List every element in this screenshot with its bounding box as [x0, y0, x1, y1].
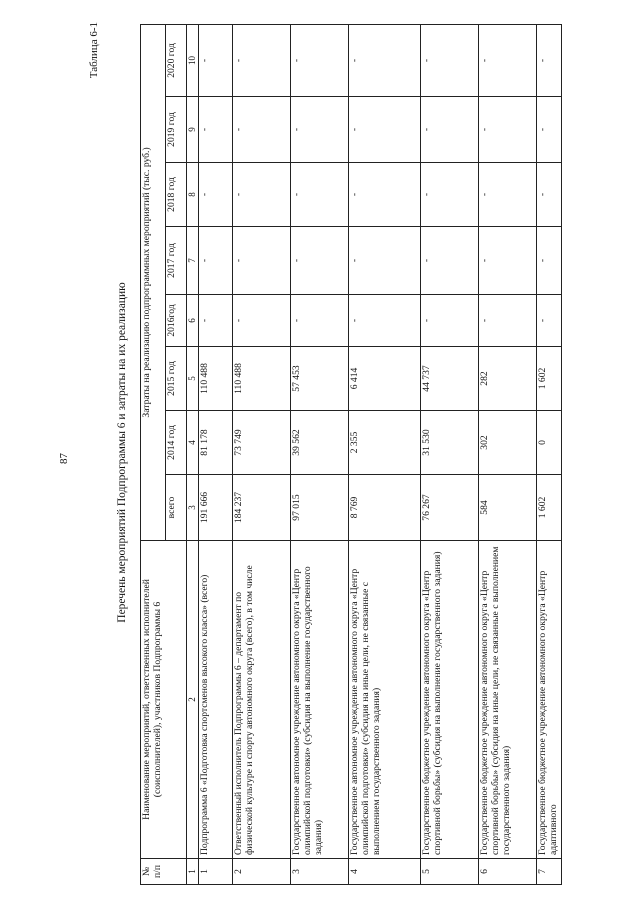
- cell-total: 191 666: [199, 475, 233, 541]
- row-name: Государственное бюджетное учреждение автономного округа «Центр адаптивного: [537, 541, 562, 859]
- row-name: Государственное бюджетное учреждение автономного округа «Центр спортивной борьбы» (субсидия на выполнение государственного задания): [421, 541, 479, 859]
- column-number: 8: [187, 163, 199, 227]
- cell-2016: -: [537, 295, 562, 347]
- cell-2014: 0: [537, 411, 562, 475]
- row-number: 6: [479, 859, 537, 885]
- column-number: 2: [187, 541, 199, 859]
- column-number: 10: [187, 24, 199, 96]
- column-number: 7: [187, 227, 199, 295]
- table-row: [349, 24, 421, 884]
- cell-2020: -: [233, 24, 291, 96]
- row-number: 1: [199, 859, 233, 885]
- row-name: Государственное автономное учреждение автономного округа «Центр олимпийской подготовки» (субсидия на выполнение государственного задания): [291, 541, 349, 859]
- table-row: [199, 24, 233, 884]
- row-name: Государственное автономное учреждение автономного округа «Центр олимпийской подготовки» (субсидия на иные цели, не связанные с выполнением государственного задания): [349, 541, 421, 859]
- cell-2016: -: [349, 295, 421, 347]
- column-number: 9: [187, 97, 199, 163]
- header-year: 2018 год: [166, 163, 187, 227]
- cell-2017: -: [199, 227, 233, 295]
- row-name: Ответственный исполнитель Подпрограммы 6 – департамент по физической культуре и спорту автономного округа (всего), в том числе: [233, 541, 291, 859]
- cell-total: 1 602: [537, 475, 562, 541]
- cell-2014: 39 562: [291, 411, 349, 475]
- cell-2017: -: [479, 227, 537, 295]
- cell-2018: -: [537, 163, 562, 227]
- cell-2016: -: [479, 295, 537, 347]
- costs-table: [140, 24, 562, 885]
- column-number: 3: [187, 475, 199, 541]
- table-row: [537, 24, 562, 884]
- cell-total: 584: [479, 475, 537, 541]
- cell-2020: -: [349, 24, 421, 96]
- cell-2019: -: [233, 97, 291, 163]
- row-number: 5: [421, 859, 479, 885]
- cell-2017: -: [349, 227, 421, 295]
- cell-2015: 44 737: [421, 347, 479, 411]
- row-name: Государственное бюджетное учреждение автономного округа «Центр спортивной борьбы» (субсидия на иные цели, не связанные с выполнением государственного задания): [479, 541, 537, 859]
- cell-2018: -: [349, 163, 421, 227]
- cell-2018: -: [233, 163, 291, 227]
- cell-2020: -: [291, 24, 349, 96]
- cell-2014: 73 749: [233, 411, 291, 475]
- cell-2017: -: [233, 227, 291, 295]
- column-number: 1: [187, 859, 199, 885]
- cell-2015: 110 488: [233, 347, 291, 411]
- cell-2014: 31 530: [421, 411, 479, 475]
- header-year: 2014 год: [166, 411, 187, 475]
- row-number: 3: [291, 859, 349, 885]
- header-costs-group: Затраты на реализацию подпрограммных мероприятий (тыс. руб.): [141, 24, 166, 540]
- table-row: [291, 24, 349, 884]
- cell-2019: -: [421, 97, 479, 163]
- cell-2014: 2 355: [349, 411, 421, 475]
- cell-2019: -: [537, 97, 562, 163]
- table-row: [233, 24, 291, 884]
- cell-2018: -: [291, 163, 349, 227]
- cell-2019: -: [291, 97, 349, 163]
- cell-2016: -: [291, 295, 349, 347]
- table-id: Таблица 6-1: [88, 22, 100, 79]
- cell-2020: -: [479, 24, 537, 96]
- cell-2019: -: [349, 97, 421, 163]
- column-numbers-row: [187, 24, 199, 884]
- header-year: 2015 год: [166, 347, 187, 411]
- cell-2017: -: [421, 227, 479, 295]
- header-year: 2019 год: [166, 97, 187, 163]
- row-name: Подпрограмма 6 «Подготовка спортсменов высокого класса» (всего): [199, 541, 233, 859]
- table-row: [479, 24, 537, 884]
- column-number: 6: [187, 295, 199, 347]
- header-name: Наименование мероприятий, ответственных исполнителей (соисполнителей), участников Подпрограммы 6: [141, 541, 187, 859]
- header-num: № п/п: [141, 859, 187, 885]
- cell-2019: -: [199, 97, 233, 163]
- table-title: Перечень мероприятий Подпрограммы 6 и затраты на их реализацию: [116, 282, 128, 623]
- table-row: [421, 24, 479, 884]
- cell-2018: -: [479, 163, 537, 227]
- cell-total: 8 769: [349, 475, 421, 541]
- cell-2015: 110 488: [199, 347, 233, 411]
- cell-2017: -: [291, 227, 349, 295]
- cell-2016: -: [421, 295, 479, 347]
- header-total: всего: [166, 475, 187, 541]
- cell-2020: -: [421, 24, 479, 96]
- page-number: 87: [58, 453, 70, 464]
- cell-2018: -: [199, 163, 233, 227]
- header-year: 2016год: [166, 295, 187, 347]
- cell-2015: 282: [479, 347, 537, 411]
- cell-2015: 57 453: [291, 347, 349, 411]
- cell-2020: -: [199, 24, 233, 96]
- row-number: 7: [537, 859, 562, 885]
- cell-2016: -: [233, 295, 291, 347]
- row-number: 2: [233, 859, 291, 885]
- column-number: 4: [187, 411, 199, 475]
- cell-2018: -: [421, 163, 479, 227]
- header-year: 2017 год: [166, 227, 187, 295]
- cell-2015: 6 414: [349, 347, 421, 411]
- column-number: 5: [187, 347, 199, 411]
- cell-total: 97 015: [291, 475, 349, 541]
- row-number: 4: [349, 859, 421, 885]
- cell-2017: -: [537, 227, 562, 295]
- cell-2016: -: [199, 295, 233, 347]
- header-year: 2020 год: [166, 24, 187, 96]
- cell-2015: 1 602: [537, 347, 562, 411]
- cell-total: 76 267: [421, 475, 479, 541]
- cell-2014: 302: [479, 411, 537, 475]
- cell-2019: -: [479, 97, 537, 163]
- cell-total: 184 237: [233, 475, 291, 541]
- cell-2014: 81 178: [199, 411, 233, 475]
- cell-2020: -: [537, 24, 562, 96]
